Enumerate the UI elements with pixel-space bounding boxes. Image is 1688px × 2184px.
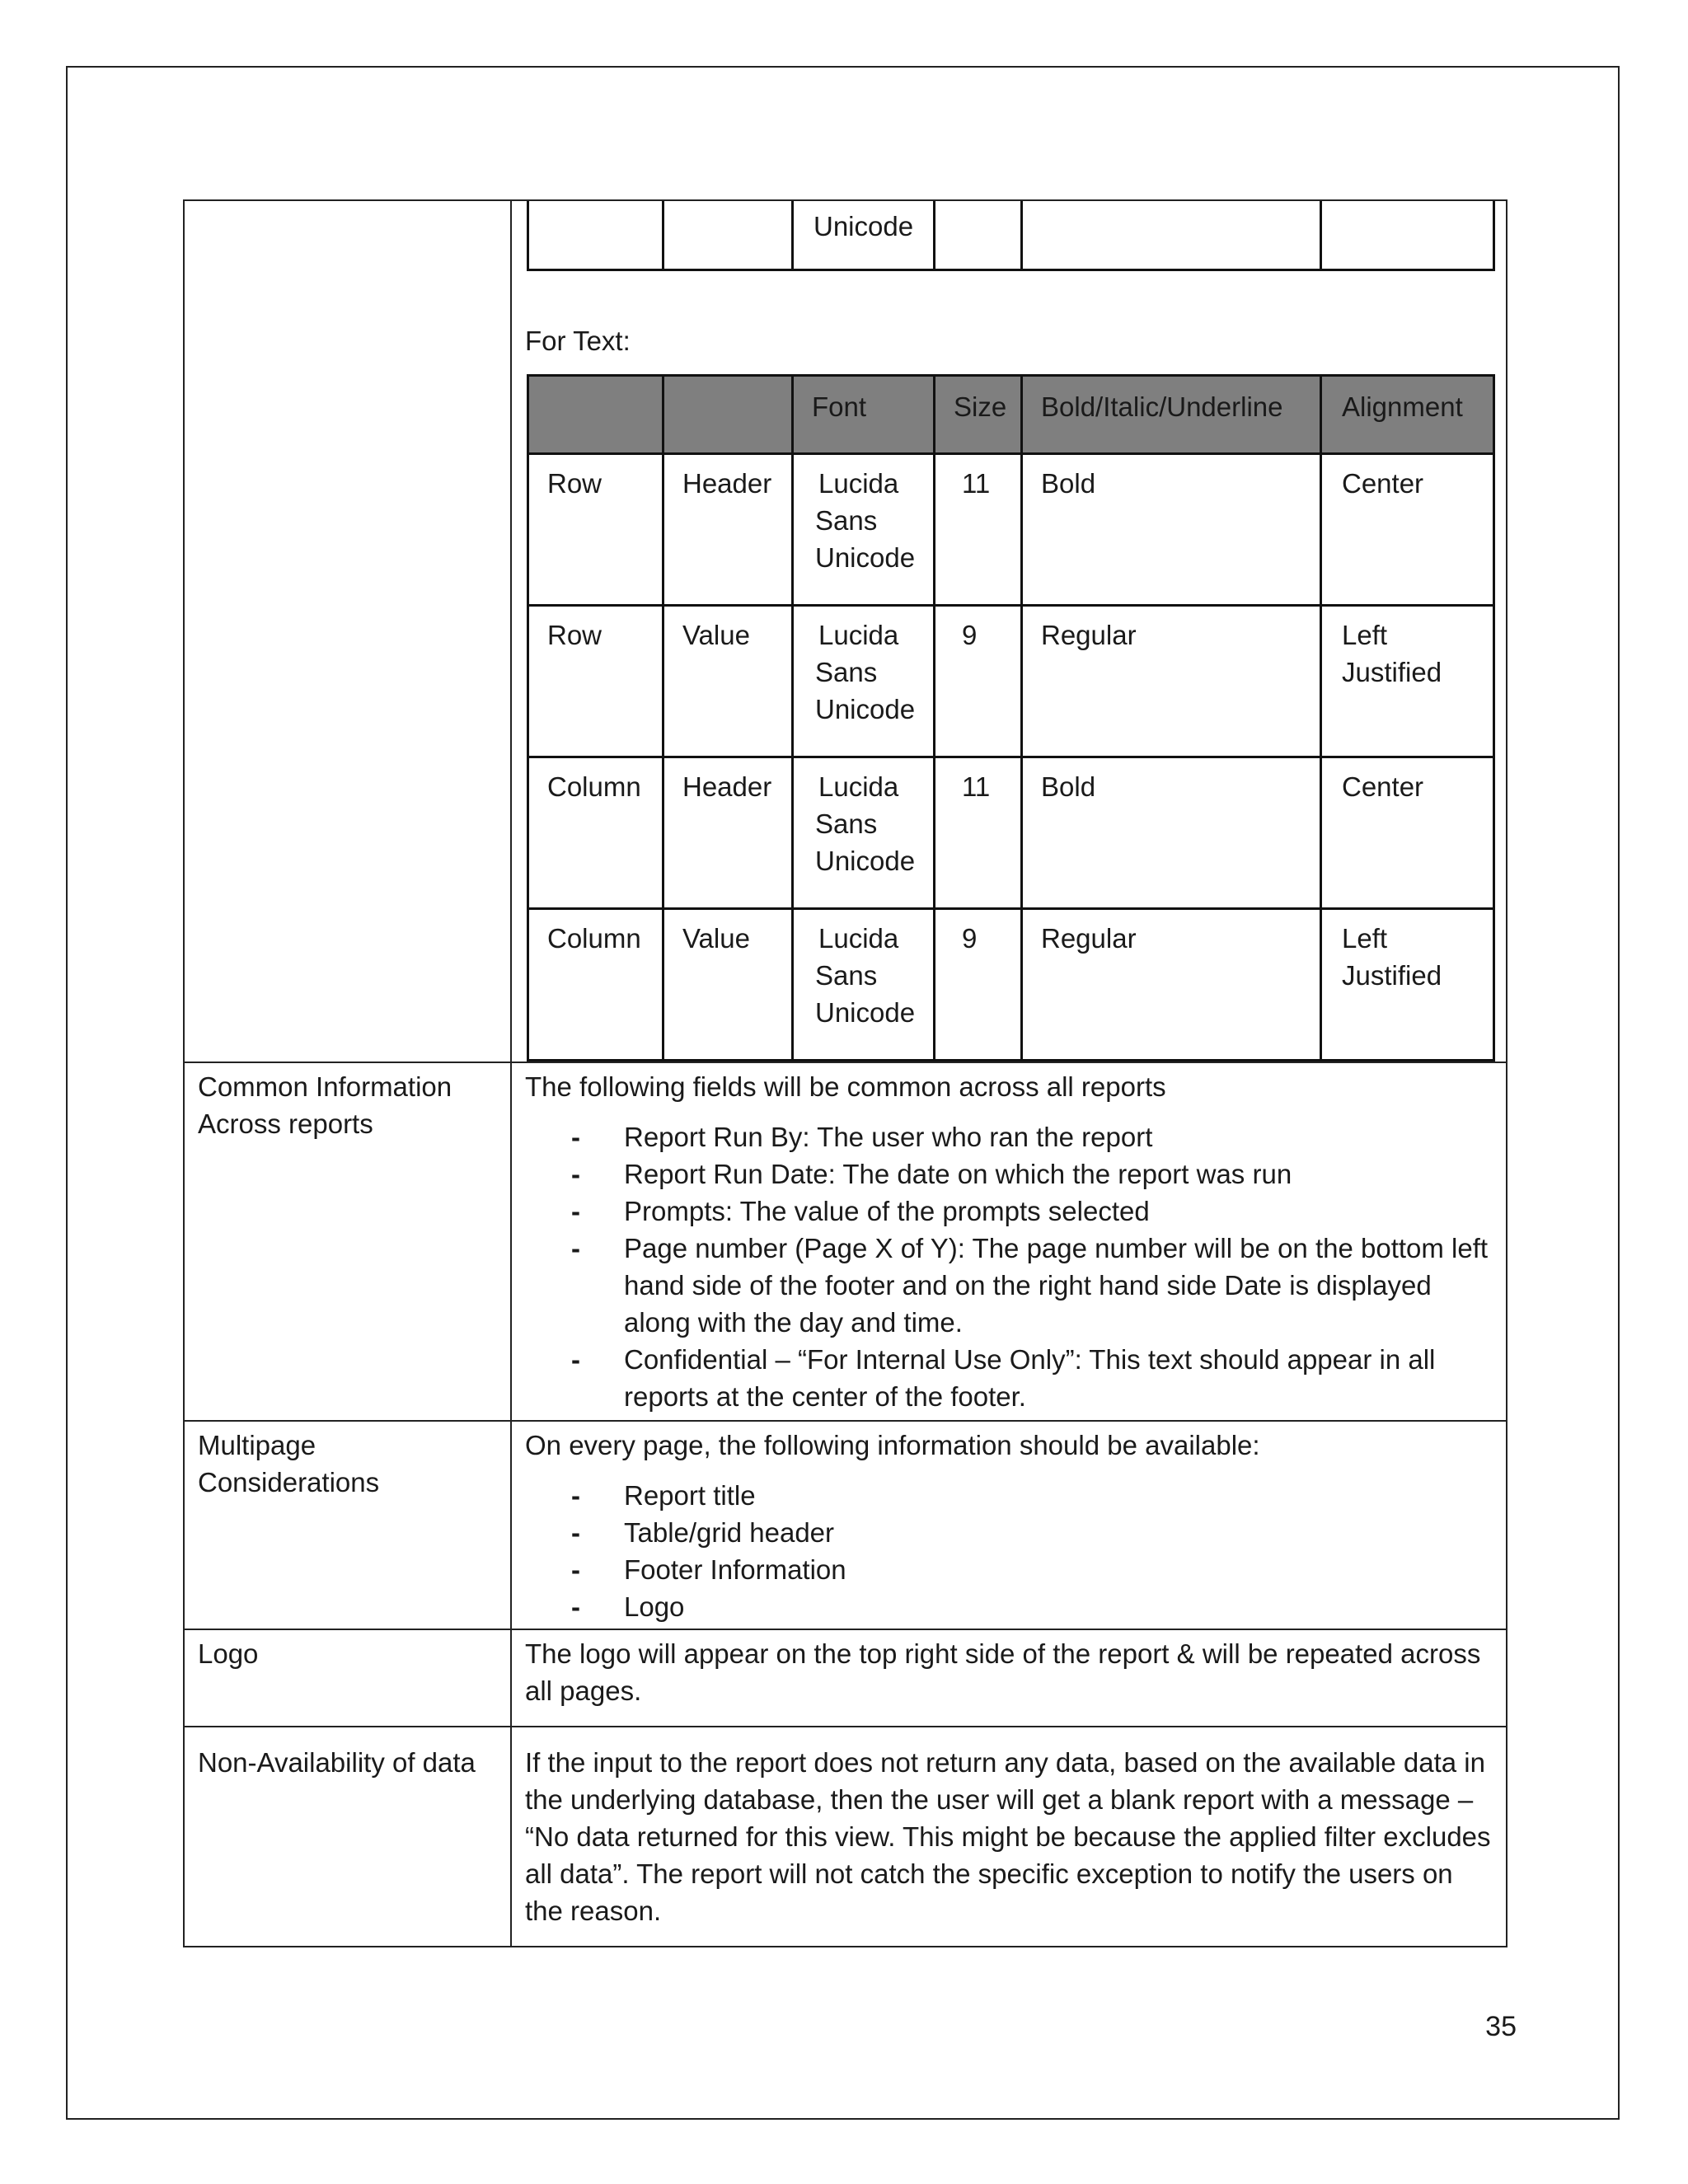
- table-cell: [935, 201, 1022, 270]
- section-label: Logo: [184, 1629, 511, 1727]
- table-cell: Row: [528, 606, 663, 757]
- multipage-considerations-row: [184, 1421, 1507, 1629]
- formatting-label-cell: [184, 200, 511, 1062]
- list-item: [571, 1193, 1493, 1230]
- table-cell: 9: [935, 909, 1022, 1061]
- table-cell: Center: [1321, 454, 1494, 606]
- section-intro: The following fields will be common across all reports: [525, 1071, 1166, 1102]
- bullet-list: [525, 1118, 1493, 1415]
- table-cell: Bold: [1022, 757, 1321, 909]
- column-header: Size: [935, 376, 1022, 454]
- table-cell: Value: [663, 606, 793, 757]
- table-cell: 11: [935, 454, 1022, 606]
- table-cell: Center: [1321, 757, 1494, 909]
- font-name: Lucida Sans Unicode: [815, 923, 916, 1028]
- list-item: [571, 1118, 1493, 1155]
- list-item-text: Prompts: The value of the prompts selected: [624, 1196, 1150, 1226]
- table-cell: Regular: [1022, 909, 1321, 1061]
- font-name: Lucida Sans Unicode: [815, 620, 916, 724]
- column-header: [528, 376, 663, 454]
- table-cell: Value: [663, 909, 793, 1061]
- list-item-text: Confidential – “For Internal Use Only”: This text should appear in all reports at the center of the footer.: [624, 1344, 1436, 1412]
- table-cell: Bold: [1022, 454, 1321, 606]
- font-name: Lucida Sans Unicode: [815, 771, 916, 876]
- column-header: Bold/Italic/Underline: [1022, 376, 1321, 454]
- section-content: The logo will appear on the top right side of the report & will be repeated across all pages.: [511, 1629, 1507, 1727]
- table-cell: Left Justified: [1321, 909, 1494, 1061]
- section-content: [511, 1062, 1507, 1421]
- list-item: [571, 1341, 1493, 1415]
- list-item: [571, 1514, 1493, 1551]
- for-text-label: For Text:: [525, 326, 631, 356]
- bullet-dash: -: [571, 1344, 580, 1375]
- column-header: [663, 376, 793, 454]
- section-label: Non-Availability of data: [184, 1727, 511, 1947]
- section-intro: On every page, the following information should be available:: [525, 1430, 1260, 1460]
- font-name: Lucida Sans Unicode: [815, 468, 916, 573]
- table-cell: [1022, 201, 1321, 270]
- list-item-text: Page number (Page X of Y): The page number will be on the bottom left hand side of the footer and on the right hand side Date is displayed along with the day and time.: [624, 1233, 1489, 1338]
- table-row: [528, 454, 1494, 606]
- text-format-header-row: [528, 376, 1494, 454]
- column-header: Alignment: [1321, 376, 1494, 454]
- table-cell: Column: [528, 757, 663, 909]
- table-cell: Header: [663, 757, 793, 909]
- list-item-text: Report Run By: The user who ran the report: [624, 1122, 1153, 1152]
- list-item-text: Logo: [624, 1591, 685, 1622]
- table-cell: 9: [935, 606, 1022, 757]
- bullet-list: [525, 1477, 1493, 1625]
- section-label: Common Information Across reports: [184, 1062, 511, 1421]
- bullet-dash: -: [571, 1591, 580, 1622]
- table-cell: [663, 201, 793, 270]
- list-item: [571, 1551, 1493, 1588]
- bullet-dash: -: [571, 1159, 580, 1189]
- specification-table: [183, 199, 1507, 1947]
- table-row: [528, 606, 1494, 757]
- section-label: Multipage Considerations: [184, 1421, 511, 1629]
- table-cell: 11: [935, 757, 1022, 909]
- list-item-text: Report title: [624, 1480, 756, 1511]
- table-cell: Regular: [1022, 606, 1321, 757]
- page-number: 35: [1485, 2011, 1517, 2042]
- table-cell: [793, 454, 935, 606]
- list-item-text: Footer Information: [624, 1554, 846, 1585]
- table-row: [528, 909, 1494, 1061]
- table-cell: Column: [528, 909, 663, 1061]
- column-header: Font: [793, 376, 935, 454]
- table-cell: [793, 606, 935, 757]
- table-cell: [1321, 201, 1494, 270]
- list-item: [571, 1155, 1493, 1193]
- formatting-content-cell: [511, 200, 1507, 1062]
- table-cell: Left Justified: [1321, 606, 1494, 757]
- bullet-dash: -: [571, 1517, 580, 1548]
- table-cell: [793, 757, 935, 909]
- list-item: [571, 1588, 1493, 1625]
- common-information-row: [184, 1062, 1507, 1421]
- list-item: [571, 1230, 1493, 1341]
- table-cell: Header: [663, 454, 793, 606]
- table-cell: Row: [528, 454, 663, 606]
- table-cell: Unicode: [793, 201, 935, 270]
- list-item-text: Report Run Date: The date on which the report was run: [624, 1159, 1292, 1189]
- table-cell: [528, 201, 663, 270]
- non-availability-row: [184, 1727, 1507, 1947]
- list-item-text: Table/grid header: [624, 1517, 835, 1548]
- bullet-dash: -: [571, 1233, 580, 1263]
- text-format-table: [527, 374, 1495, 1062]
- bullet-dash: -: [571, 1196, 580, 1226]
- number-format-table: [527, 201, 1495, 271]
- number-format-table-row: [528, 201, 1494, 270]
- list-item: [571, 1477, 1493, 1514]
- table-row: [528, 757, 1494, 909]
- section-content: [511, 1421, 1507, 1629]
- bullet-dash: -: [571, 1480, 580, 1511]
- table-cell: [793, 909, 935, 1061]
- bullet-dash: -: [571, 1122, 580, 1152]
- section-content: If the input to the report does not return any data, based on the available data in the underlying database, then the user will get a blank report with a message – “No data returned for this view. This might be because the applied filter excludes all data”. The report will not catch the specific exception to notify the users on the reason.: [511, 1727, 1507, 1947]
- bullet-dash: -: [571, 1554, 580, 1585]
- logo-row: [184, 1629, 1507, 1727]
- formatting-row: [184, 200, 1507, 1062]
